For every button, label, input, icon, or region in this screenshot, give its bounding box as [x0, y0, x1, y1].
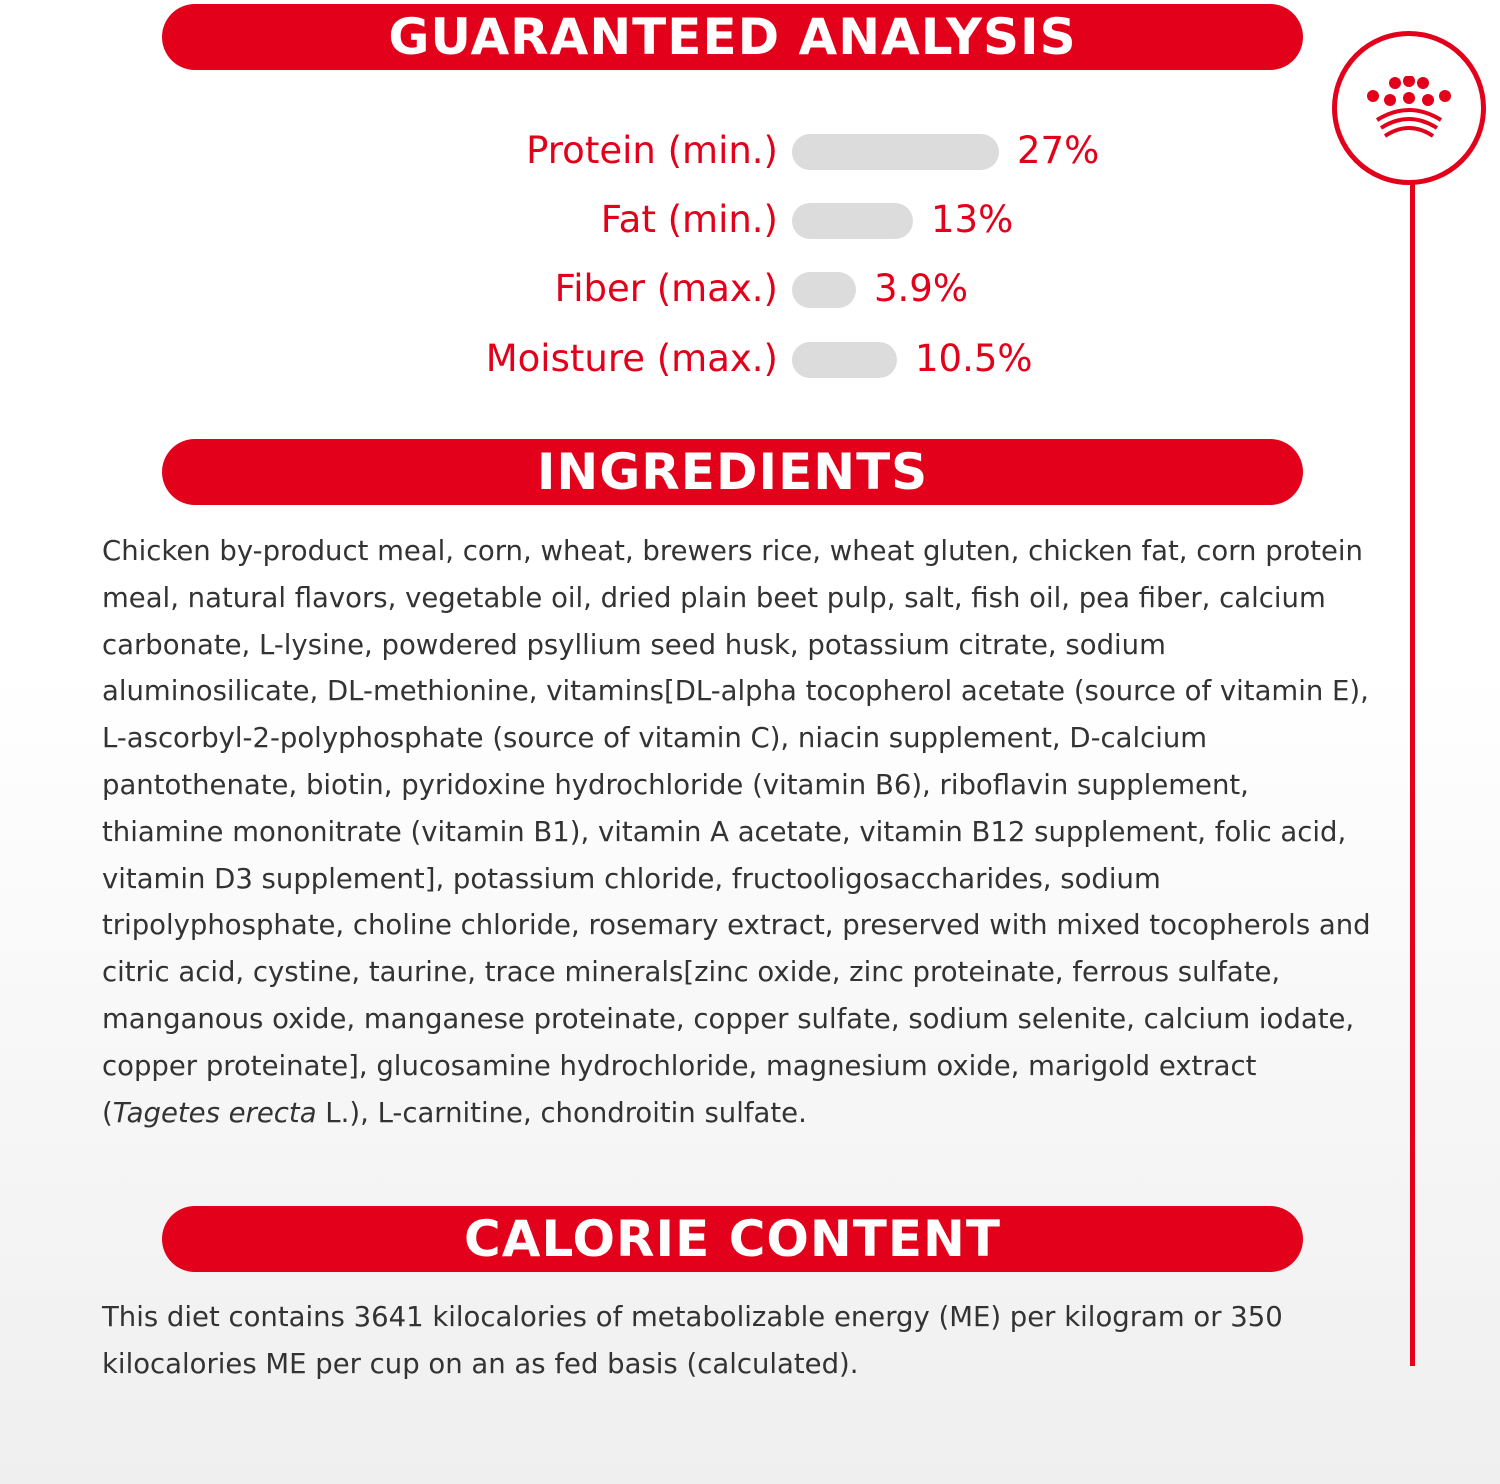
analysis-bar	[792, 203, 913, 239]
brand-badge	[1332, 31, 1486, 185]
ingredients-text-part: Chicken by-product meal, corn, wheat, brewers rice, wheat gluten, chicken fat, corn protein meal, natural flavors, vegetable oil, dried plain beet pulp, salt, fish oil, pea fiber, calcium carbonate, L-lysine, powdered psyllium seed husk, potassium citrate, sodium aluminosilicate, DL-methionine, vitamins[DL-alpha tocopherol acetate (source of vitamin E), L-ascorbyl-2-polyphosphate (source of vitamin C), niacin supplement, D-calcium pantothenate, biotin, pyridoxine hydrochloride (vitamin B6), riboflavin supplement, thiamine mononitrate (vitamin B1), vitamin A acetate, vitamin B12 supplement, folic acid, vitamin D3 supplement], potassium chloride, fructooligosaccharides, sodium tripolyphosphate, choline chloride, rosemary extract, preserved with mixed tocopherols and citric acid, cystine, taurine, trace minerals[zinc oxide, zinc proteinate, ferrous sulfate, manganous oxide, manganese proteinate, copper sulfate, sodium selenite, calcium iodate, copper proteinate], glucosamine hydrochloride, magnesium oxide, marigold extract (	[102, 535, 1371, 1129]
guaranteed-analysis-header: GUARANTEED ANALYSIS	[162, 4, 1303, 70]
calorie-content-header: CALORIE CONTENT	[162, 1206, 1303, 1272]
analysis-bar	[792, 134, 999, 170]
analysis-row-moisture	[0, 334, 1500, 384]
ingredients-header: INGREDIENTS	[162, 439, 1303, 505]
crown-icon	[1359, 76, 1459, 138]
analysis-value: 13%	[931, 198, 1014, 241]
analysis-row-fiber	[0, 264, 1500, 314]
analysis-label: Moisture (max.)	[485, 337, 778, 380]
analysis-bar	[792, 272, 856, 308]
analysis-label: Fat (min.)	[600, 198, 778, 241]
analysis-value: 3.9%	[874, 267, 968, 310]
ingredients-text	[102, 528, 1377, 1136]
ingredients-italic-text: Tagetes erecta	[112, 1096, 317, 1129]
ingredients-text-part: L.), L-carnitine, chondroitin sulfate.	[316, 1096, 807, 1129]
calorie-content-text: This diet contains 3641 kilocalories of metabolizable energy (ME) per kilogram or 350 kilocalories ME per cup on an as fed basis (calculated).	[102, 1301, 1283, 1380]
analysis-bar	[792, 342, 897, 378]
analysis-row-protein	[0, 126, 1500, 176]
analysis-value: 27%	[1017, 129, 1100, 172]
brand-vertical-line	[1410, 180, 1415, 1366]
analysis-label: Fiber (max.)	[554, 267, 778, 310]
analysis-value: 10.5%	[915, 337, 1033, 380]
analysis-row-fat	[0, 195, 1500, 245]
analysis-label: Protein (min.)	[526, 129, 778, 172]
